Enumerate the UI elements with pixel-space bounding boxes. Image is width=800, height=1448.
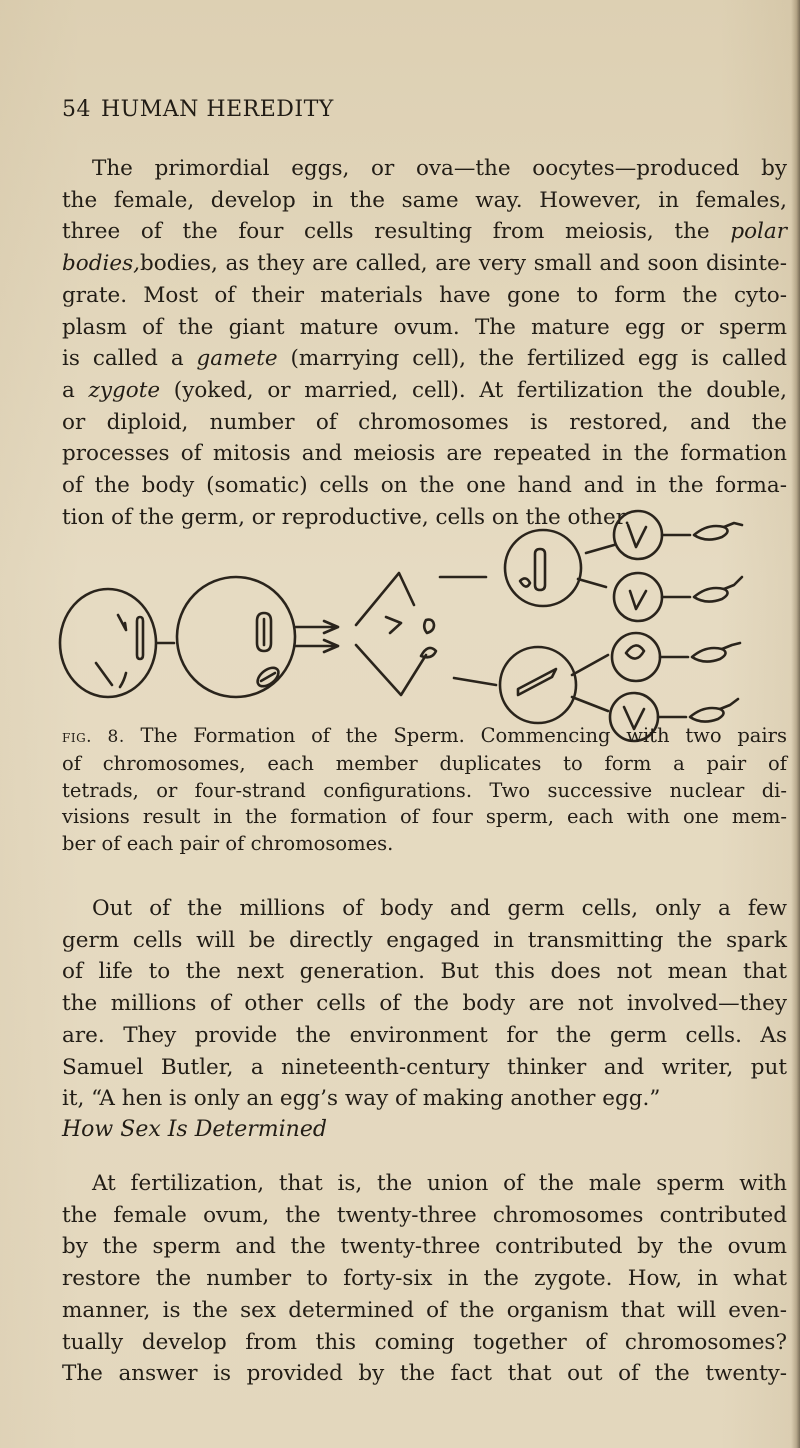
- text-line: Samuel Butler, a nineteenth-century thinker and writer, put: [62, 1054, 787, 1080]
- text-line: are. They provide the environment for the germ cells. As: [62, 1022, 787, 1048]
- spermatid-2: [614, 573, 662, 621]
- text-line: manner, is the sex determined of the organism that will even-: [62, 1297, 787, 1323]
- figure-label: fig. 8.: [62, 727, 125, 747]
- section-heading: How Sex Is Determined: [62, 1117, 327, 1142]
- tetrad-cell-drawing: [177, 577, 295, 697]
- caption-line: tetrads, or four-strand configurations. Two successive nuclear di-: [62, 778, 787, 802]
- meiosis-diagram: [56, 505, 794, 745]
- sperm-formation-figure: [56, 505, 794, 745]
- caption-line: fig. 8. The Formation of the Sperm. Commencing with two pairs: [62, 724, 787, 747]
- text-line: by the sperm and the twenty-three contributed by the ovum: [62, 1234, 787, 1260]
- caption-line: visions result in the formation of four sperm, each with one mem-: [62, 805, 787, 829]
- caption-line: of chromosomes, each member duplicates to form a pair of: [62, 751, 787, 775]
- spermatid-3: [612, 633, 660, 681]
- sperm-2: [694, 577, 742, 602]
- text-line: bodies,bodies, as they are called, are very small and soon disinte-: [62, 251, 787, 277]
- text-line: the female, develop in the same way. However, in females,: [62, 187, 787, 213]
- text-line: three of the four cells resulting from meiosis, the polar: [62, 219, 787, 245]
- term-polar: polar: [730, 219, 787, 245]
- text-line: grate. Most of their materials have gone to form the cyto-: [62, 282, 787, 308]
- text-line: At fertilization, that is, the union of the male sperm with: [92, 1171, 787, 1196]
- spindle-drawing: [356, 573, 436, 695]
- text-line: a zygote (yoked, or married, cell). At fertilization the double,: [62, 377, 787, 403]
- page-number: 54: [62, 97, 91, 122]
- figure-caption: [62, 723, 787, 858]
- secondary-cell-lower: [500, 647, 576, 723]
- text-line: or diploid, number of chromosomes is restored, and the: [62, 409, 787, 435]
- sperm-1: [694, 523, 742, 540]
- text-line: of life to the next generation. But this does not mean that: [62, 959, 787, 985]
- caption-line: ber of each pair of chromosomes.: [62, 832, 394, 856]
- text-line: the female ovum, the twenty-three chromosomes contributed: [62, 1202, 787, 1228]
- paragraph-polar-bodies: [62, 153, 787, 533]
- paragraph-germ-cells: [62, 893, 787, 1115]
- text-line: germ cells will be directly engaged in transmitting the spark: [62, 927, 787, 953]
- text-line: of the body (somatic) cells on the one hand and in the forma-: [62, 473, 787, 499]
- text-line: tion of the germ, or reproductive, cells on the other.: [62, 504, 631, 530]
- term-bodies: bodies,: [62, 251, 140, 277]
- text-line: The answer is provided by the fact that out of the twenty-: [62, 1361, 787, 1387]
- sperm-4: [690, 699, 738, 722]
- running-title: HUMAN HEREDITY: [101, 97, 334, 122]
- sperm-3: [692, 643, 740, 662]
- text-line: The primordial eggs, or ova—the oocytes—produced by: [92, 156, 787, 181]
- spermatid-1: [614, 511, 662, 559]
- text-line: the millions of other cells of the body are not involved—they: [62, 991, 787, 1017]
- text-line: processes of mitosis and meiosis are repeated in the formation: [62, 441, 787, 467]
- text-line: plasm of the giant mature ovum. The mature egg or sperm: [62, 314, 787, 340]
- running-header: [62, 97, 334, 122]
- text-line: is called a gamete (marrying cell), the fertilized egg is called: [62, 346, 787, 372]
- paragraph-sex-determination: [62, 1168, 787, 1390]
- term-gamete: gamete: [196, 346, 278, 372]
- initial-cell-drawing: [60, 589, 156, 697]
- term-zygote: zygote: [88, 377, 161, 403]
- text-line: Out of the millions of body and germ cells, only a few: [92, 896, 787, 921]
- text-line: restore the number to forty-six in the zygote. How, in what: [62, 1266, 787, 1292]
- secondary-cell-upper: [505, 530, 581, 606]
- text-line: it, “A hen is only an egg’s way of making another egg.”: [62, 1086, 661, 1112]
- text-line: tually develop from this coming together of chromosomes?: [62, 1329, 787, 1355]
